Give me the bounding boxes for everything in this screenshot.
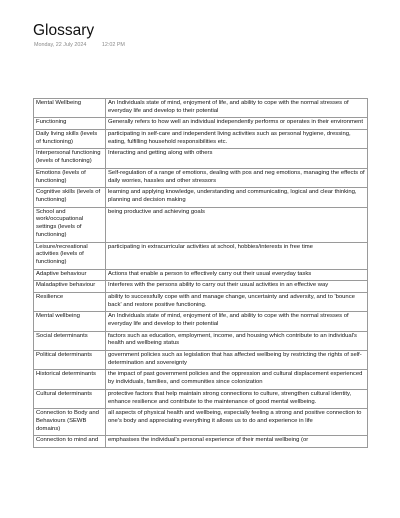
- glossary-definition: Interferes with the persons ability to carry out their usual activities in an effective way: [106, 281, 368, 293]
- page-meta: [34, 42, 125, 48]
- glossary-row: [34, 118, 368, 130]
- glossary-term: Resilience: [34, 292, 106, 311]
- glossary-term: Mental wellbeing: [34, 312, 106, 331]
- glossary-row: [34, 269, 368, 281]
- glossary-definition: government policies such as legislation that has affected wellbeing by restricting the rights of self-determination and sovereignty: [106, 351, 368, 370]
- glossary-row: [34, 370, 368, 389]
- glossary-term: Cognitive skills (levels of functioning): [34, 188, 106, 207]
- glossary-row: [34, 149, 368, 168]
- glossary-definition: being productive and achieving goals: [106, 207, 368, 242]
- glossary-definition: ability to successfully cope with and manage change, uncertainty and adversity, and to 'bounce back' and restore positive functioning.: [106, 292, 368, 311]
- glossary-row: [34, 188, 368, 207]
- glossary-term: School and work/occupational settings (levels of functioning): [34, 207, 106, 242]
- glossary-row: [34, 281, 368, 293]
- glossary-term: Historical determinants: [34, 370, 106, 389]
- glossary-row: [34, 389, 368, 408]
- glossary-definition: participating in extracurricular activities at school, hobbies/interests in free time: [106, 242, 368, 269]
- glossary-term: Mental Wellbeing: [34, 99, 106, 118]
- glossary-table-body: [34, 99, 368, 448]
- glossary-row: [34, 99, 368, 118]
- glossary-term: Social determinants: [34, 331, 106, 350]
- glossary-definition: factors such as education, employment, income, and housing which contribute to an individual's health and wellbeing status: [106, 331, 368, 350]
- glossary-row: [34, 312, 368, 331]
- glossary-term: Connection to Body and Behaviours (SEWB domains): [34, 409, 106, 436]
- glossary-row: [34, 351, 368, 370]
- glossary-definition: participating in self-care and independent living activities such as personal hygiene, dressing, eating, fulfilling household responsibilities etc.: [106, 129, 368, 148]
- glossary-row: [34, 129, 368, 148]
- glossary-term: Connection to mind and: [34, 436, 106, 448]
- glossary-term: Daily living skills (levels of functioning): [34, 129, 106, 148]
- glossary-term: Interpersonal functioning (levels of functioning): [34, 149, 106, 168]
- glossary-term: Leisure/recreational activities (levels of functioning): [34, 242, 106, 269]
- glossary-definition: An Individuals state of mind, enjoyment of life, and ability to cope with the normal stresses of everyday life and develop to their potential: [106, 99, 368, 118]
- glossary-definition: Actions that enable a person to effectively carry out their usual everyday tasks: [106, 269, 368, 281]
- glossary-row: [34, 242, 368, 269]
- glossary-term: Political determinants: [34, 351, 106, 370]
- glossary-row: [34, 168, 368, 187]
- glossary-definition: learning and applying knowledge, understanding and communicating, logical and clear thinking, planning and decision making: [106, 188, 368, 207]
- glossary-table: [33, 98, 368, 448]
- glossary-row: [34, 207, 368, 242]
- glossary-term: Cultural determinants: [34, 389, 106, 408]
- glossary-definition: Generally refers to how well an individual independently performs or operates in their environment: [106, 118, 368, 130]
- glossary-definition: protective factors that help maintain strong connections to culture, strengthen cultural identity, enhance resilience and contribute to the maintenance of good mental wellbeing.: [106, 389, 368, 408]
- glossary-term: Adaptive behaviour: [34, 269, 106, 281]
- glossary-row: [34, 436, 368, 448]
- glossary-term: Functioning: [34, 118, 106, 130]
- glossary-row: [34, 409, 368, 436]
- glossary-definition: all aspects of physical health and wellbeing, especially feeling a strong and positive connection to one's body and appreciating everything it allows us to do and experience in life: [106, 409, 368, 436]
- glossary-definition: emphasises the individual's personal experience of their mental wellbeing (or: [106, 436, 368, 448]
- page-time: 12:02 PM: [101, 42, 125, 48]
- glossary-term: Maladaptive behaviour: [34, 281, 106, 293]
- page-date: Monday, 22 July 2024: [34, 42, 87, 48]
- glossary-definition: Self-regulation of a range of emotions, dealing with pos and neg emotions, managing the effects of daily worries, hassles and other stressors: [106, 168, 368, 187]
- glossary-definition: Interacting and getting along with others: [106, 149, 368, 168]
- glossary-definition: An Individuals state of mind, enjoyment of life, and ability to cope with the normal stresses of everyday life and develop to their potential: [106, 312, 368, 331]
- glossary-row: [34, 292, 368, 311]
- page-title: Glossary: [33, 22, 95, 39]
- glossary-row: [34, 331, 368, 350]
- glossary-definition: the impact of past government policies and the oppression and cultural displacement experienced by individuals, families, and communities since colonization: [106, 370, 368, 389]
- glossary-term: Emotions (levels of functioning): [34, 168, 106, 187]
